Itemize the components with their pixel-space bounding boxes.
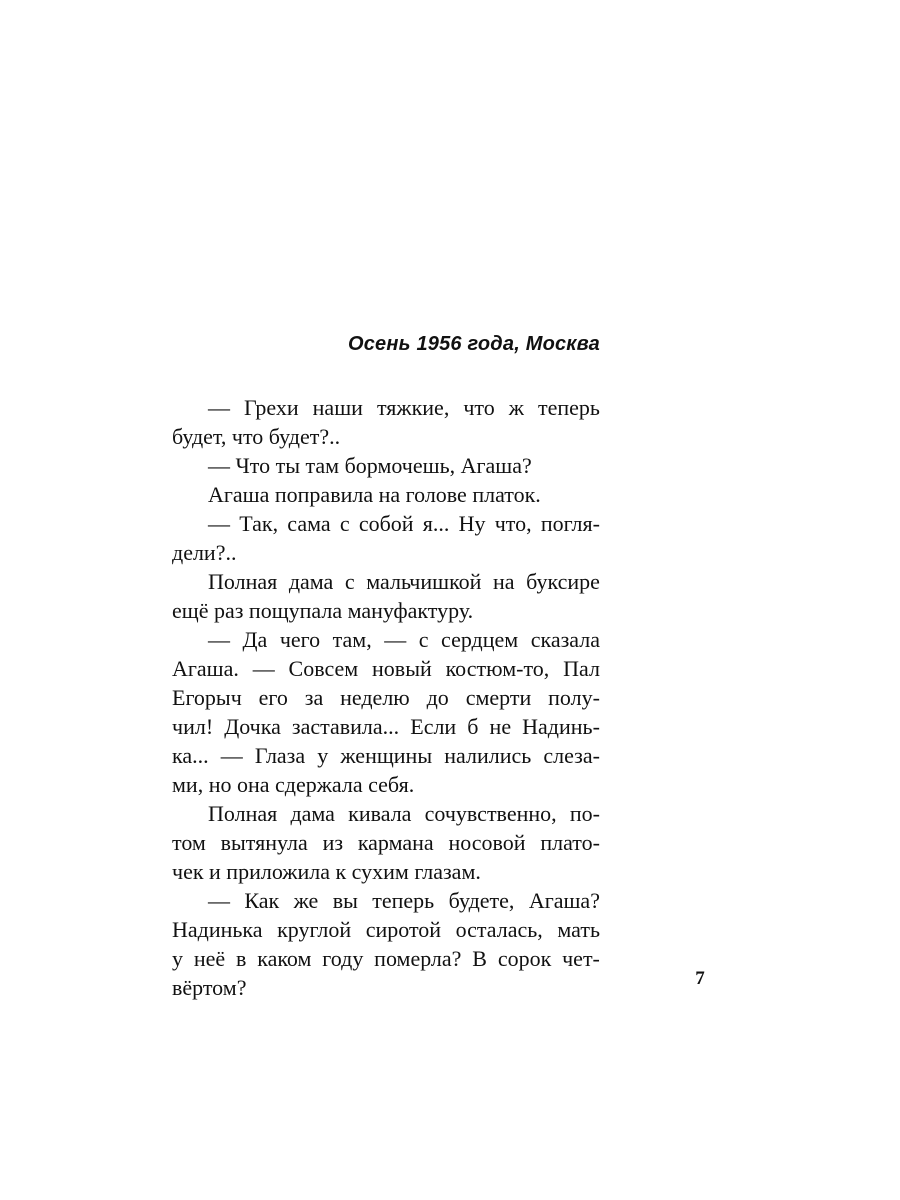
body-text [172, 393, 600, 1002]
text-line: — Грехи наши тяжкие, что ж теперь [208, 395, 600, 420]
text-line: у неё в каком году померла? В сорок чет- [172, 946, 600, 971]
text-line: Полная дама кивала сочувственно, по- [208, 801, 600, 826]
text-line: Полная дама с мальчишкой на буксире [208, 569, 600, 594]
text-line: ещё раз пощупала мануфактуру. [172, 598, 474, 623]
text-line: ми, но она сдержала себя. [172, 772, 415, 797]
page-number: 7 [695, 968, 705, 989]
text-line: Егорыч его за неделю до смерти полу- [172, 685, 600, 710]
text-line: вёртом? [172, 975, 247, 1000]
text-line: чек и приложила к сухим глазам. [172, 859, 481, 884]
chapter-heading: Осень 1956 года, Москва [347, 333, 600, 355]
text-line: Агаша поправила на голове платок. [208, 482, 541, 507]
text-line: ка... — Глаза у женщины налились слеза- [172, 743, 600, 768]
text-line: том вытянула из кармана носовой плато- [172, 830, 600, 855]
text-line: — Так, сама с собой я... Ну что, погля- [208, 511, 600, 536]
text-line: будет, что будет?.. [172, 424, 341, 449]
text-line: Надинька круглой сиротой осталась, мать [172, 917, 600, 942]
text-line: — Как же вы теперь будете, Агаша? [208, 888, 600, 913]
text-line: Агаша. — Совсем новый костюм-то, Пал [172, 656, 600, 681]
text-line: — Что ты там бормочешь, Агаша? [208, 453, 532, 478]
text-line: — Да чего там, — с сердцем сказала [208, 627, 600, 652]
text-line: чил! Дочка заставила... Если б не Надинь- [172, 714, 600, 739]
text-line: дели?.. [172, 540, 237, 565]
